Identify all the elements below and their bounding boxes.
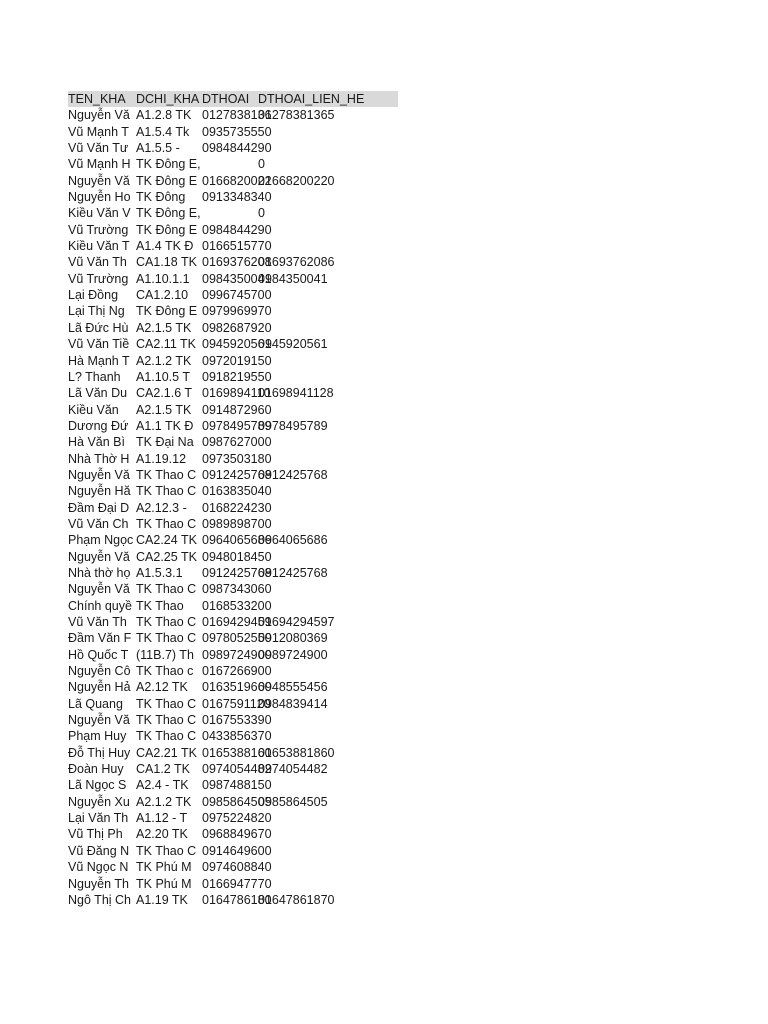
table-header-row <box>68 91 398 107</box>
address-cell: A1.5.3.1 <box>136 565 183 580</box>
name-cell: Nguyễn Hă <box>68 484 131 499</box>
phone-cell: 0914649600 <box>202 843 272 858</box>
address-cell: TK Đại Na <box>136 435 194 450</box>
phone-cell: 0984844290 <box>202 222 272 237</box>
header-dchi-kha: DCHI_KHA <box>136 92 200 106</box>
name-cell: L? Thanh <box>68 369 121 384</box>
name-cell: Lã Đức Hù <box>68 320 129 335</box>
phone-cell: 0914872960 <box>202 402 272 417</box>
address-cell: CA2.1.6 T <box>136 386 193 401</box>
address-cell: CA1.18 TK <box>136 255 197 270</box>
address-cell: A1.19.12 <box>136 451 187 466</box>
header-ten-kha: TEN_KHA <box>68 92 126 106</box>
address-cell: TK Đông E <box>136 173 198 188</box>
address-cell: TK Thao c <box>136 664 194 679</box>
contact-phone-cell: 01694294597 <box>258 615 335 629</box>
phone-cell: 0168224230 <box>202 500 272 515</box>
address-cell: A2.1.2 TK <box>136 353 192 368</box>
phone-cell: 0912425768 <box>202 467 272 482</box>
address-cell: TK Phú M <box>136 876 192 891</box>
table-row <box>68 679 398 695</box>
address-cell: A1.12 - T <box>136 811 188 826</box>
address-cell: TK Thao C <box>136 516 197 531</box>
table-row <box>68 794 398 810</box>
phone-cell: 0978052550 <box>202 631 272 646</box>
phone-cell: 0127838136 <box>202 108 272 123</box>
phone-cell: 0169894110 <box>202 386 271 401</box>
phone-cell: 0984350041 <box>202 271 272 286</box>
phone-cell: 0169376208 <box>202 255 272 270</box>
contact-phone-cell: 0989724900 <box>258 647 328 662</box>
name-cell: Nguyễn Vă <box>68 582 130 597</box>
phone-cell: 0918219550 <box>202 369 272 384</box>
table-row <box>68 761 398 777</box>
phone-cell: 0164786180 <box>202 892 272 907</box>
name-cell: Vũ Trường <box>68 222 129 237</box>
phone-cell: 0989898700 <box>202 516 272 531</box>
phone-cell: 0964065686 <box>202 533 272 548</box>
address-cell: A2.1.2 TK <box>136 794 192 809</box>
address-cell: TK Thao C <box>136 467 197 482</box>
address-cell: TK Đông <box>136 190 186 205</box>
name-cell: Phạm Huy <box>68 729 127 744</box>
phone-cell: 0974608840 <box>202 860 272 875</box>
name-cell: Hà Mạnh T <box>68 353 130 368</box>
phone-cell: 0163835040 <box>202 484 272 499</box>
name-cell: Nguyễn Ho <box>68 190 131 205</box>
contact-phone-cell: 0978495789 <box>258 418 328 433</box>
name-cell: Dương Đứ <box>68 418 129 433</box>
contact-phone-cell: 0948555456 <box>258 680 328 695</box>
name-cell: Phạm Ngọc <box>68 533 134 548</box>
address-cell: TK Đông E, <box>136 206 201 221</box>
name-cell: Lại Đồng <box>68 288 119 303</box>
name-cell: Đầm Đại D <box>68 500 130 515</box>
phone-cell: 0974054482 <box>202 762 272 777</box>
contact-phone-cell: 0984350041 <box>258 271 328 286</box>
address-cell: A1.5.4 Tk <box>136 124 190 139</box>
name-cell: Vũ Trường <box>68 271 129 286</box>
name-cell: Hà Văn Bì <box>68 435 125 450</box>
phone-cell: 0913348340 <box>202 190 272 205</box>
table-row <box>68 353 398 369</box>
table-row <box>68 451 398 467</box>
table-row <box>68 107 398 123</box>
name-cell: Lại Văn Th <box>68 811 129 826</box>
name-cell: Đỗ Thị Huy <box>68 745 131 760</box>
table-row <box>68 630 398 646</box>
address-cell: A2.4 - TK <box>136 778 189 793</box>
address-cell: TK Thao C <box>136 582 197 597</box>
table-row <box>68 565 398 581</box>
address-cell: CA1.2.10 <box>136 288 189 303</box>
table-row <box>68 189 398 205</box>
table-body <box>68 107 398 908</box>
phone-cell: 0165388160 <box>202 745 272 760</box>
table-row <box>68 238 398 254</box>
phone-cell: 0987343060 <box>202 582 272 597</box>
table-row <box>68 156 398 172</box>
phone-cell: 0975224820 <box>202 811 272 826</box>
table-row <box>68 810 398 826</box>
name-cell: Vũ Văn Ch <box>68 516 129 531</box>
name-cell: Lã Ngọc S <box>68 778 127 793</box>
phone-cell: 0987488150 <box>202 778 272 793</box>
name-cell: Nguyễn Vă <box>68 173 130 188</box>
contact-phone-cell: 01693762086 <box>258 255 335 270</box>
address-cell: CA2.24 TK <box>136 533 197 548</box>
name-cell: Kiều Văn V <box>68 206 131 221</box>
table-row <box>68 826 398 842</box>
table-row <box>68 124 398 140</box>
contact-phone-cell: 01278381365 <box>258 108 335 123</box>
name-cell: Nguyễn Th <box>68 876 129 891</box>
address-cell: A1.5.5 - <box>136 141 180 156</box>
phone-cell: 0167553390 <box>202 713 272 728</box>
name-cell: Ngô Thị Ch <box>68 892 131 907</box>
table-row <box>68 320 398 336</box>
name-cell: Chính quyề <box>68 598 132 613</box>
address-cell: A2.1.5 TK <box>136 402 192 417</box>
table-row <box>68 385 398 401</box>
phone-cell: 0968849670 <box>202 827 272 842</box>
phone-cell: 0979969970 <box>202 304 272 319</box>
name-cell: Nguyễn Vă <box>68 549 130 564</box>
address-cell: TK Thao C <box>136 843 197 858</box>
table-row <box>68 859 398 875</box>
table-row <box>68 647 398 663</box>
name-cell: Nhà Thờ H <box>68 451 130 466</box>
contact-phone-cell: 01647861870 <box>258 892 335 907</box>
address-cell: TK Đông E, <box>136 157 201 172</box>
name-cell: Vũ Ngọc N <box>68 860 129 875</box>
phone-cell: 0978495789 <box>202 418 272 433</box>
table-row <box>68 140 398 156</box>
name-cell: Vũ Văn Tiề <box>68 337 130 352</box>
contact-phone-cell: 01698941128 <box>258 386 334 401</box>
table-row <box>68 777 398 793</box>
phone-cell: 0167591120 <box>202 696 271 711</box>
table-row <box>68 876 398 892</box>
name-cell: Nguyễn Vă <box>68 713 130 728</box>
table-row <box>68 516 398 532</box>
contact-phone-cell: 0912425768 <box>258 467 328 482</box>
address-cell: (11B.7) Th <box>136 647 194 662</box>
name-cell: Vũ Văn Th <box>68 615 127 629</box>
table-row <box>68 712 398 728</box>
name-cell: Nguyễn Vă <box>68 467 130 482</box>
name-cell: Vũ Đăng N <box>68 843 130 858</box>
phone-cell: 0433856370 <box>202 729 272 744</box>
name-cell: Lã Văn Du <box>68 386 128 401</box>
address-cell: A1.4 TK Đ <box>136 239 194 254</box>
address-cell: TK Thao C <box>136 713 197 728</box>
phone-cell: 0169429459 <box>202 615 272 629</box>
table-row <box>68 303 398 319</box>
contact-phone-cell: 0 <box>258 206 265 221</box>
address-cell: A2.12 TK <box>136 680 188 695</box>
address-cell: A1.19 TK <box>136 892 188 907</box>
name-cell: Vũ Mạnh T <box>68 124 129 139</box>
contact-phone-cell: 0985864505 <box>258 794 328 809</box>
table-row <box>68 892 398 908</box>
contact-phone-cell: 0945920561 <box>258 337 328 352</box>
phone-cell: 0987627000 <box>202 435 272 450</box>
phone-cell: 0973503180 <box>202 451 272 466</box>
spreadsheet-table <box>68 91 398 908</box>
address-cell: TK Thao <box>136 598 184 613</box>
address-cell: A1.1 TK Đ <box>136 418 194 433</box>
table-row <box>68 483 398 499</box>
phone-cell: 0982687920 <box>202 320 272 335</box>
phone-cell: 0163519660 <box>202 680 272 695</box>
address-cell: CA2.25 TK <box>136 549 197 564</box>
table-row <box>68 271 398 287</box>
phone-cell: 0166515770 <box>202 239 272 254</box>
contact-phone-cell: 01668200220 <box>258 173 335 188</box>
phone-cell: 0166820022 <box>202 173 272 188</box>
address-cell: TK Đông E <box>136 222 198 237</box>
table-row <box>68 467 398 483</box>
address-cell: A1.2.8 TK <box>136 108 192 123</box>
address-cell: A2.1.5 TK <box>136 320 192 335</box>
name-cell: Vũ Văn Tư <box>68 141 129 156</box>
contact-phone-cell: 0 <box>258 157 265 172</box>
table-row <box>68 614 398 630</box>
phone-cell: 0945920561 <box>202 337 272 352</box>
table-row <box>68 336 398 352</box>
contact-phone-cell: 0964065686 <box>258 533 328 548</box>
name-cell: Kiều Văn <box>68 402 119 417</box>
contact-phone-cell: 0912425768 <box>258 565 328 580</box>
name-cell: Đoàn Huy <box>68 762 124 777</box>
name-cell: Nguyễn Cô <box>68 664 131 679</box>
name-cell: Vũ Thị Ph <box>68 827 123 842</box>
phone-cell: 0972019150 <box>202 353 272 368</box>
phone-cell: 0168533200 <box>202 598 272 613</box>
phone-cell: 0996745700 <box>202 288 272 303</box>
address-cell: TK Phú M <box>136 860 192 875</box>
address-cell: CA2.11 TK <box>136 337 196 352</box>
name-cell: Hồ Quốc T <box>68 647 129 662</box>
address-cell: A2.12.3 - <box>136 500 187 515</box>
table-row <box>68 663 398 679</box>
table-row <box>68 222 398 238</box>
phone-cell: 0167266900 <box>202 664 272 679</box>
name-cell: Lại Thị Ng <box>68 304 125 319</box>
name-cell: Vũ Văn Th <box>68 255 127 270</box>
contact-phone-cell: 0974054482 <box>258 762 328 777</box>
address-cell: CA1.2 TK <box>136 762 190 777</box>
address-cell: A1.10.1.1 <box>136 271 190 286</box>
phone-cell: 0985864505 <box>202 794 272 809</box>
address-cell: TK Thao C <box>136 484 197 499</box>
phone-cell: 0912425768 <box>202 565 272 580</box>
table-row <box>68 532 398 548</box>
address-cell: TK Thao C <box>136 696 197 711</box>
address-cell: TK Đông E <box>136 304 198 319</box>
phone-cell: 0935735550 <box>202 124 272 139</box>
table-row <box>68 369 398 385</box>
contact-phone-cell: 0912080369 <box>258 631 328 646</box>
table-row <box>68 696 398 712</box>
header-dthoai: DTHOAI <box>202 92 250 106</box>
phone-cell: 0948018450 <box>202 549 272 564</box>
table-row <box>68 843 398 859</box>
table-row <box>68 418 398 434</box>
address-cell: TK Thao C <box>136 631 197 646</box>
address-cell: TK Thao C <box>136 729 197 744</box>
table-row <box>68 434 398 450</box>
table-row <box>68 598 398 614</box>
table-row <box>68 549 398 565</box>
table-row <box>68 287 398 303</box>
address-cell: A1.10.5 T <box>136 369 190 384</box>
table-row <box>68 402 398 418</box>
name-cell: Nguyễn Hả <box>68 680 131 695</box>
phone-cell: 0166947770 <box>202 876 272 891</box>
table-row <box>68 254 398 270</box>
address-cell: TK Thao C <box>136 615 197 629</box>
name-cell: Kiều Văn T <box>68 239 130 254</box>
table-row <box>68 205 398 221</box>
address-cell: CA2.21 TK <box>136 745 197 760</box>
name-cell: Nhà thờ họ <box>68 565 131 580</box>
phone-cell: 0984844290 <box>202 141 272 156</box>
table-row <box>68 173 398 189</box>
header-dthoai-lien-he: DTHOAI_LIEN_HE <box>258 92 365 106</box>
contact-phone-cell: 0984839414 <box>258 696 328 711</box>
address-cell: A2.20 TK <box>136 827 188 842</box>
table-row <box>68 500 398 516</box>
phone-cell: 0989724900 <box>202 647 272 662</box>
name-cell: Lã Quang <box>68 696 123 711</box>
name-cell: Vũ Mạnh H <box>68 157 131 172</box>
table-row <box>68 581 398 597</box>
name-cell: Nguyễn Vă <box>68 108 130 123</box>
name-cell: Đầm Văn F <box>68 631 132 646</box>
table-row <box>68 728 398 744</box>
table-row <box>68 745 398 761</box>
name-cell: Nguyễn Xu <box>68 794 130 809</box>
contact-phone-cell: 01653881860 <box>258 745 335 760</box>
